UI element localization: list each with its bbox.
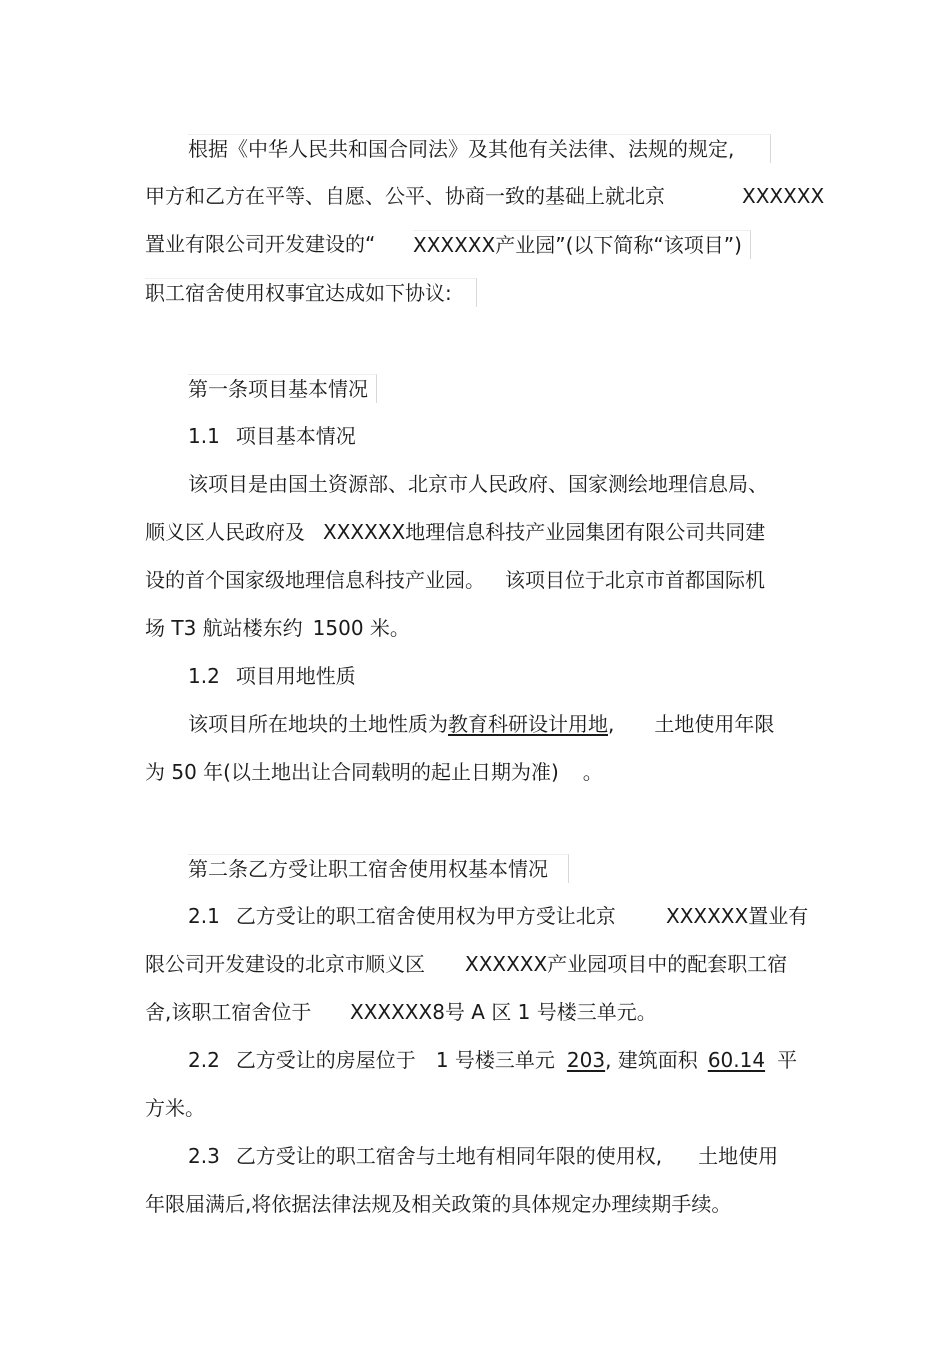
- paragraph-1-line-3: [145, 566, 765, 594]
- paragraph-1-line-4: [145, 614, 410, 642]
- section-1-1-heading: [188, 422, 356, 450]
- text-run: 平: [777, 1048, 798, 1072]
- text-run: 。: [582, 760, 603, 784]
- section-number: 2.1: [188, 904, 220, 928]
- preamble-text: 置业有限公司开发建设的“: [145, 232, 376, 256]
- preamble-line-3b: [413, 230, 751, 259]
- preamble-line-1: [188, 134, 771, 163]
- text-run: 顺义区人民政府及: [145, 520, 305, 544]
- preamble-text: XXXXXX产业园”(以下简称“该项目”): [413, 233, 742, 257]
- text-run: 1 号楼三单元: [435, 1048, 555, 1072]
- section-2-3-line-2: [145, 1190, 731, 1218]
- text-run: 该项目位于北京市首都国际机: [505, 568, 765, 592]
- section-number: 1.2: [188, 664, 220, 688]
- floor-area: 60.14: [707, 1048, 766, 1072]
- section-2-1-line-1: [188, 902, 616, 930]
- text-run: 土地使用年限: [654, 712, 775, 736]
- preamble-line-2: [145, 182, 665, 210]
- text-run: XXXXXX8号 A 区 1 号楼三单元。: [350, 1000, 657, 1024]
- text-run: 土地使用: [698, 1144, 779, 1168]
- section-number: 2.3: [188, 1144, 220, 1168]
- paragraph-2-line-1: [188, 710, 774, 738]
- preamble-line-2-code: [742, 182, 824, 210]
- preamble-line-4: [145, 278, 477, 307]
- section-2-1-line-2: [145, 950, 425, 978]
- section-number: 2.2: [188, 1048, 220, 1072]
- section-title: 项目用地性质: [235, 664, 356, 688]
- section-2-1-line-3b: [350, 998, 657, 1026]
- paragraph-1-line-2: [145, 518, 765, 546]
- text-run: XXXXXX产业园项目中的配套职工宿: [465, 952, 788, 976]
- article-heading: 第一条项目基本情况: [188, 377, 368, 401]
- section-2-1-line-3: [145, 998, 311, 1026]
- land-use-type: 教育科研设计用地: [448, 712, 608, 736]
- preamble-line-3: [145, 230, 375, 258]
- section-2-2-line-2: [145, 1094, 205, 1122]
- text-run: 国家测绘地理信息局、: [568, 472, 768, 496]
- section-2-2-line-1: [188, 1046, 797, 1074]
- paragraph-2-line-2: [145, 758, 603, 786]
- text-run: 限公司开发建设的北京市顺义区: [145, 952, 425, 976]
- text-run: 北京市人民政府、: [408, 472, 568, 496]
- preamble-text: 根据《中华人民共和国合同法》及其他有关法律、法规的规定,: [188, 137, 735, 161]
- text-run: ,: [608, 712, 615, 736]
- paragraph-1-line-1: [188, 470, 768, 498]
- article-heading: 第二条乙方受让职工宿舍使用权基本情况: [188, 857, 548, 881]
- text-run: 该项目是由国土资源部、: [188, 472, 408, 496]
- text-run: 为 50 年(以土地出让合同载明的起止日期为准): [145, 760, 559, 784]
- text-run: 该项目所在地块的土地性质为: [188, 712, 448, 736]
- section-number: 1.1: [188, 424, 220, 448]
- text-run: 方米。: [145, 1096, 205, 1120]
- text-run: 舍,该职工宿舍位于: [145, 1000, 312, 1024]
- text-run: 乙方受让的房屋位于: [235, 1048, 416, 1072]
- text-run: 场 T3 航站楼东约: [145, 616, 303, 640]
- article-1-title: [188, 374, 377, 403]
- text-run: , 建筑面积: [605, 1048, 698, 1072]
- unit-number: 203: [566, 1048, 606, 1072]
- article-2-title: [188, 854, 569, 883]
- preamble-text: 职工宿舍使用权事宜达成如下协议:: [145, 281, 452, 305]
- placeholder-code: XXXXXX: [742, 184, 825, 208]
- preamble-text: 甲方和乙方在平等、自愿、公平、协商一致的基础上就北京: [145, 184, 665, 208]
- text-run: 乙方受让的职工宿舍使用权为甲方受让北京: [235, 904, 616, 928]
- section-2-1-line-1-code: [666, 902, 808, 930]
- section-title: 项目基本情况: [235, 424, 356, 448]
- section-2-3-line-1: [188, 1142, 778, 1170]
- text-run: 1500 米。: [312, 616, 410, 640]
- text-run: 乙方受让的职工宿舍与土地有相同年限的使用权,: [235, 1144, 663, 1168]
- text-run: XXXXXX置业有: [666, 904, 809, 928]
- text-run: 年限届满后,将依据法律法规及相关政策的具体规定办理续期手续。: [145, 1192, 732, 1216]
- section-2-1-line-2b: [465, 950, 787, 978]
- text-run: XXXXXX地理信息科技产业园集团有限公司共同建: [323, 520, 766, 544]
- section-1-2-heading: [188, 662, 356, 690]
- text-run: 设的首个国家级地理信息科技产业园。: [145, 568, 485, 592]
